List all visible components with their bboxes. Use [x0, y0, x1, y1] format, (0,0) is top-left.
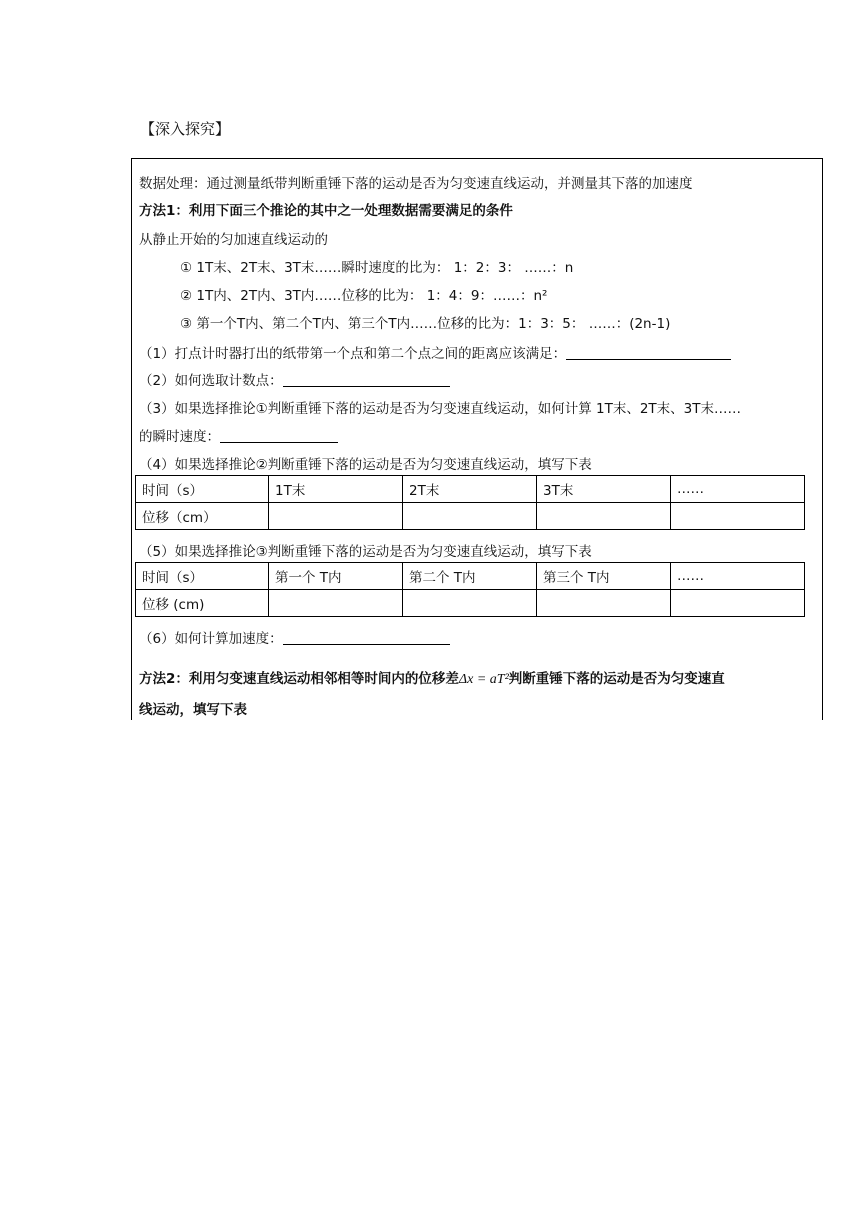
question-1 [139, 342, 731, 362]
table-input-cell[interactable] [537, 503, 671, 530]
table-row [136, 476, 805, 503]
question-6-text: （6）如何计算加速度： [139, 631, 283, 647]
question-3-line2 [139, 425, 338, 445]
section-heading: 【深入探究】 [140, 120, 231, 138]
table-cell: 2T末 [403, 476, 537, 503]
delta-x-formula: Δx = aT² [458, 672, 509, 687]
table-row [136, 563, 805, 590]
inference-3: ③ 第一个T内、第二个T内、第三个T内……位移的比为：1：3：5： ……：(2n-1) [180, 316, 671, 332]
table-input-cell[interactable] [403, 503, 537, 530]
inference-1: ① 1T末、2T末、3T末……瞬时速度的比为： 1：2：3： ……：n [180, 260, 574, 276]
question-4: （4）如果选择推论②判断重锤下落的运动是否为匀变速直线运动，填写下表 [139, 457, 592, 473]
method2-line2: 线运动，填写下表 [139, 702, 247, 718]
table-input-cell[interactable] [671, 503, 805, 530]
table-cell: …… [671, 563, 805, 590]
table-cell: 第三个 T内 [537, 563, 671, 590]
table-input-cell[interactable] [671, 590, 805, 617]
table-row [136, 590, 805, 617]
table-cell: 时间（s） [136, 476, 269, 503]
answer-blank-1[interactable] [566, 345, 731, 360]
question-1-text: （1）打点计时器打出的纸带第一个点和第二个点之间的距离应该满足： [139, 346, 567, 362]
question-3-line1: （3）如果选择推论①判断重锤下落的运动是否为匀变速直线运动，如何计算 1T末、2T末、3T末…… [139, 401, 741, 417]
table-cell: 3T末 [537, 476, 671, 503]
table-cell: 第二个 T内 [403, 563, 537, 590]
method2-text-a: 方法2：利用匀变速直线运动相邻相等时间内的位移差 [139, 671, 459, 687]
question-5: （5）如果选择推论③判断重锤下落的运动是否为匀变速直线运动，填写下表 [139, 544, 592, 560]
method2-text-b: 判断重锤下落的运动是否为匀变速直 [508, 671, 725, 687]
answer-blank-6[interactable] [283, 630, 450, 645]
table-input-cell[interactable] [403, 590, 537, 617]
table-inference-2 [135, 475, 805, 530]
table-inference-3 [135, 562, 805, 617]
question-6 [139, 627, 450, 647]
table-row [136, 503, 805, 530]
table-cell: 1T末 [269, 476, 403, 503]
from-rest-text: 从静止开始的匀加速直线运动的 [139, 232, 328, 248]
method2-line1 [139, 667, 725, 688]
table-cell: 位移（cm） [136, 503, 269, 530]
table-input-cell[interactable] [537, 590, 671, 617]
table-cell: 时间（s） [136, 563, 269, 590]
table-cell: 第一个 T内 [269, 563, 403, 590]
intro-text: 数据处理：通过测量纸带判断重锤下落的运动是否为匀变速直线运动，并测量其下落的加速度 [139, 176, 693, 192]
table-input-cell[interactable] [269, 503, 403, 530]
question-2 [139, 369, 450, 389]
inference-2: ② 1T内、2T内、3T内……位移的比为： 1：4：9：……：n² [180, 288, 548, 304]
question-3-line2-text: 的瞬时速度： [139, 429, 220, 445]
table-cell: 位移 (cm) [136, 590, 269, 617]
method1-title: 方法1：利用下面三个推论的其中之一处理数据需要满足的条件 [139, 203, 513, 219]
answer-blank-2[interactable] [283, 372, 450, 387]
table-cell: …… [671, 476, 805, 503]
table-input-cell[interactable] [269, 590, 403, 617]
answer-blank-3[interactable] [220, 428, 338, 443]
question-2-text: （2）如何选取计数点： [139, 373, 283, 389]
